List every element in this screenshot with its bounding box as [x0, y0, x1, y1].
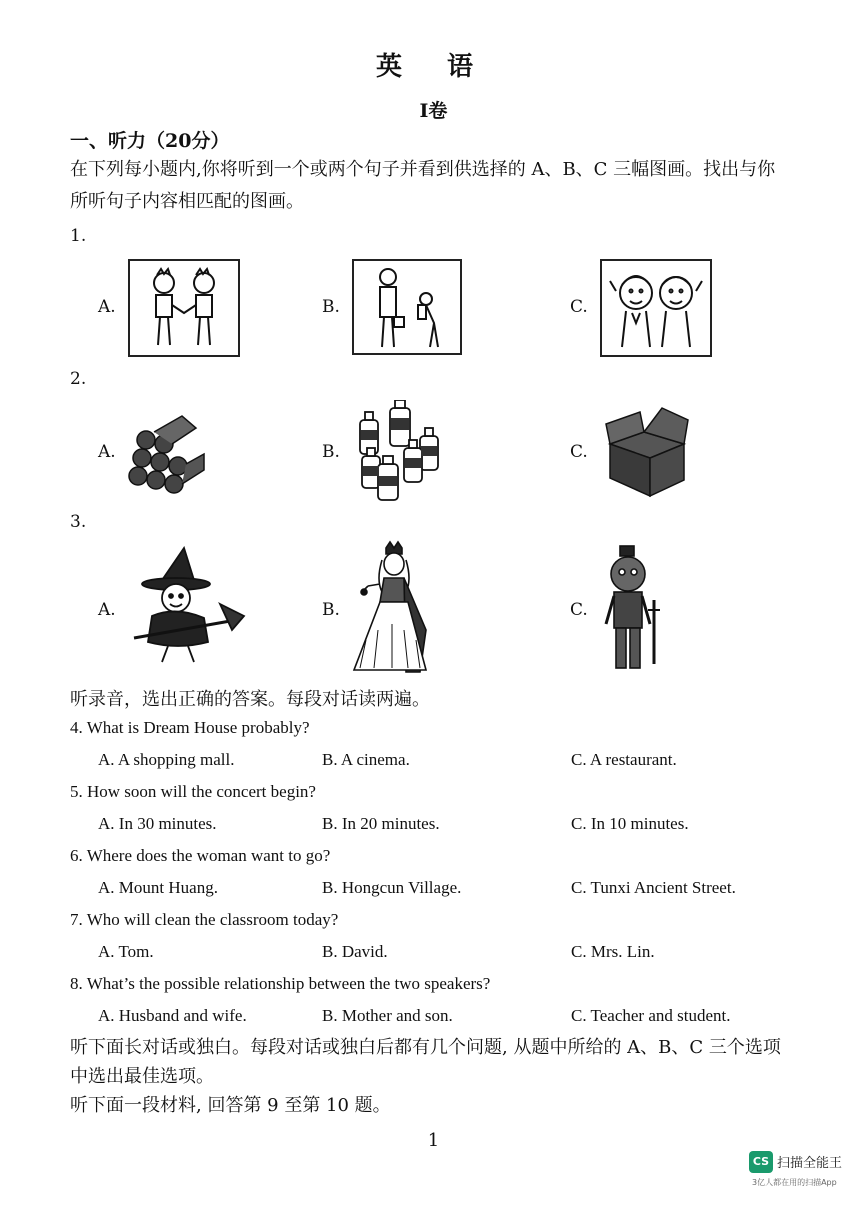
question-text: 4. What is Dream House probably? — [70, 718, 310, 737]
watermark-tagline: 3亿人都在用的扫描App — [752, 1178, 837, 1187]
answer-option-a: A. Tom. — [98, 942, 154, 961]
long-dialogue-instruction-1: 听下面长对话或独白。每段对话或独白后都有几个问题, 从题中所给的 A、B、C 三个选项 — [70, 1037, 781, 1058]
two-kids-waving-icon — [600, 259, 712, 357]
camscanner-logo-icon: CS — [749, 1151, 773, 1173]
material-instruction: 听下面一段材料, 回答第 9 至第 10 题。 — [70, 1095, 391, 1116]
witch-on-broom-icon — [128, 546, 246, 668]
section-instruction-1: 在下列每小题内,你将听到一个或两个句子并看到供选择的 A、B、C 三幅图画。找出与你 — [70, 159, 776, 180]
dialogue-instruction: 听录音，选出正确的答案。每段对话读两遍。 — [70, 689, 430, 710]
answer-option-b: B. Hongcun Village. — [322, 878, 462, 897]
paper-volume: I卷 — [419, 100, 448, 122]
answer-option-b: B. In 20 minutes. — [322, 814, 440, 833]
answer-option-c: C. A restaurant. — [571, 750, 677, 769]
boy-bowing-to-man-icon — [352, 259, 462, 355]
answer-option-c: C. In 10 minutes. — [571, 814, 689, 833]
section-heading: 一、听力（20分） — [70, 130, 230, 152]
answer-option-c: C. Tunxi Ancient Street. — [571, 878, 736, 897]
answer-option-a: A. In 30 minutes. — [98, 814, 217, 833]
answer-option-b: B. David. — [322, 942, 388, 961]
answer-option-a: A. A shopping mall. — [98, 750, 235, 769]
section-instruction-2: 所听句子内容相匹配的图画。 — [70, 191, 304, 212]
long-dialogue-instruction-2: 中选出最佳选项。 — [70, 1066, 214, 1087]
queen-in-gown-icon — [346, 540, 442, 674]
question-text: 5. How soon will the concert begin? — [70, 782, 316, 801]
question-text: 6. Where does the woman want to go? — [70, 846, 331, 865]
knight-figure-icon — [598, 544, 664, 674]
answer-option-c: C. Teacher and student. — [571, 1006, 731, 1025]
answer-option-b: B. Mother and son. — [322, 1006, 453, 1025]
question-text: 8. What’s the possible relationship between the two speakers? — [70, 974, 491, 993]
answer-option-c: C. Mrs. Lin. — [571, 942, 655, 961]
cardboard-box-icon — [604, 404, 690, 500]
answer-option-b: B. A cinema. — [322, 750, 410, 769]
question-number: 3. — [70, 512, 87, 532]
option-label: B. — [322, 442, 340, 462]
answer-option-a: A. Mount Huang. — [98, 878, 218, 897]
option-label: C. — [570, 297, 588, 317]
page-number: 1 — [427, 1130, 440, 1151]
option-label: A. — [98, 297, 116, 317]
option-label: B. — [322, 600, 340, 620]
two-boys-shaking-hands-icon — [128, 259, 240, 357]
question-number: 1. — [70, 226, 87, 246]
question-text: 7. Who will clean the classroom today? — [70, 910, 339, 929]
stack-of-wood-logs-icon — [126, 404, 212, 496]
page-title: 英 语 — [375, 52, 492, 82]
question-number: 2. — [70, 369, 87, 389]
option-label: A. — [98, 442, 116, 462]
answer-option-a: A. Husband and wife. — [98, 1006, 247, 1025]
plastic-bottles-icon — [350, 400, 444, 502]
option-label: A. — [98, 600, 116, 620]
option-label: C. — [570, 442, 588, 462]
option-label: B. — [322, 297, 340, 317]
option-label: C. — [570, 600, 588, 620]
watermark-name: 扫描全能王 — [777, 1156, 843, 1171]
